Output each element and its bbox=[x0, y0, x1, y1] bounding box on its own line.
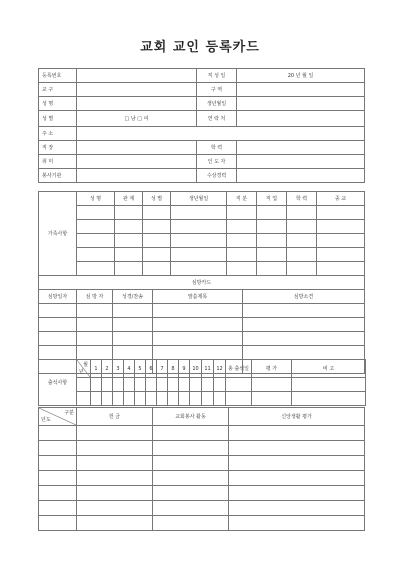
visit-row bbox=[39, 318, 365, 332]
work-field[interactable] bbox=[77, 141, 197, 155]
contact-field[interactable] bbox=[237, 111, 365, 127]
attendance-table bbox=[38, 359, 366, 406]
visit-header-visitor: 심 방 자 bbox=[77, 290, 113, 304]
month-3: 3 bbox=[113, 360, 124, 378]
guide-field[interactable] bbox=[237, 155, 365, 169]
reg-no-field[interactable] bbox=[77, 69, 197, 83]
register-date-label: 직 성 일 bbox=[197, 69, 237, 83]
education-field[interactable] bbox=[237, 141, 365, 155]
visit-header-sermon: 말씀제목 bbox=[153, 290, 243, 304]
month-6: 6 bbox=[146, 360, 157, 378]
family-row bbox=[39, 220, 365, 234]
gender-label: 성 별 bbox=[39, 111, 77, 127]
address-field[interactable] bbox=[77, 127, 365, 141]
education-label: 학 력 bbox=[197, 141, 237, 155]
reg-no-label: 등록번호 bbox=[39, 69, 77, 83]
month-8: 8 bbox=[168, 360, 179, 378]
church-label: 교 구 bbox=[39, 83, 77, 97]
attendance-row bbox=[39, 378, 366, 392]
visit-header-date: 심방일자 bbox=[39, 290, 77, 304]
faith-life-header: 신앙생활 평가 bbox=[229, 408, 365, 426]
offering-row bbox=[39, 456, 365, 471]
address-label: 주 소 bbox=[39, 127, 77, 141]
attendance-label: 출석사항 bbox=[39, 360, 77, 406]
district-label: 구 역 bbox=[197, 83, 237, 97]
family-header-gender: 성 별 bbox=[143, 192, 171, 206]
family-header-rank: 직 분 bbox=[227, 192, 257, 206]
visit-row bbox=[39, 332, 365, 346]
month-7: 7 bbox=[157, 360, 168, 378]
birth-label: 생년월일 bbox=[197, 97, 237, 111]
page-title: 교회 교인 등록카드 bbox=[140, 40, 260, 55]
category-year-corner bbox=[39, 408, 77, 426]
family-row bbox=[39, 262, 365, 276]
family-table bbox=[38, 191, 365, 276]
hobby-field[interactable] bbox=[77, 155, 197, 169]
church-field[interactable] bbox=[77, 83, 197, 97]
month-9: 9 bbox=[179, 360, 190, 378]
church-service-header: 교회봉사 활동 bbox=[153, 408, 229, 426]
attendance-row bbox=[39, 392, 366, 406]
offering-row bbox=[39, 441, 365, 456]
offering-table bbox=[38, 407, 365, 531]
visit-header-scripture: 성경/찬송 bbox=[113, 290, 153, 304]
year-month-corner bbox=[77, 360, 91, 378]
note-header: 비 고 bbox=[292, 360, 366, 378]
register-date-field[interactable]: 20 년 월 일 bbox=[237, 69, 365, 83]
family-header-relation: 관 계 bbox=[115, 192, 143, 206]
visit-row bbox=[39, 304, 365, 318]
award-label: 수상경력 bbox=[197, 169, 237, 183]
offering-row bbox=[39, 471, 365, 486]
offering-row bbox=[39, 516, 365, 531]
month-4: 4 bbox=[124, 360, 135, 378]
name-label: 성 명 bbox=[39, 97, 77, 111]
visit-section-title: 심방카드 bbox=[39, 276, 365, 290]
family-header-name: 성 명 bbox=[77, 192, 115, 206]
category-corner-label: 구분 bbox=[64, 410, 74, 416]
work-label: 직 장 bbox=[39, 141, 77, 155]
month-12: 12 bbox=[214, 360, 226, 378]
year-corner-label: 년도 bbox=[41, 417, 51, 423]
registration-table bbox=[38, 68, 365, 183]
offering-row bbox=[39, 426, 365, 441]
family-header-birth: 생년월일 bbox=[171, 192, 227, 206]
month-1: 1 bbox=[91, 360, 102, 378]
month-5: 5 bbox=[135, 360, 146, 378]
total-attendance-header: 총 출석일 bbox=[226, 360, 252, 378]
family-row bbox=[39, 234, 365, 248]
month-11: 11 bbox=[202, 360, 214, 378]
family-header-religion: 종 교 bbox=[317, 192, 365, 206]
year-corner-label: 년 bbox=[79, 369, 84, 375]
offering-header: 헌 금 bbox=[77, 408, 153, 426]
offering-row bbox=[39, 486, 365, 501]
family-row bbox=[39, 206, 365, 220]
contact-label: 연 락 처 bbox=[197, 111, 237, 127]
offering-row bbox=[39, 501, 365, 516]
visit-row bbox=[39, 346, 365, 360]
family-header-job: 직 업 bbox=[257, 192, 287, 206]
month-10: 10 bbox=[190, 360, 202, 378]
name-field[interactable] bbox=[77, 97, 197, 111]
month-corner-label: 월 bbox=[83, 362, 88, 368]
rating-header: 평 가 bbox=[252, 360, 292, 378]
district-field[interactable] bbox=[237, 83, 365, 97]
visit-header-notes: 심방소견 bbox=[243, 290, 365, 304]
family-row bbox=[39, 248, 365, 262]
family-label: 가족사항 bbox=[39, 192, 77, 276]
family-header-education: 학 력 bbox=[287, 192, 317, 206]
service-field[interactable] bbox=[77, 169, 197, 183]
gender-options[interactable]: □ 남 □ 여 bbox=[77, 111, 197, 127]
service-label: 봉사기관 bbox=[39, 169, 77, 183]
month-2: 2 bbox=[102, 360, 113, 378]
birth-field[interactable] bbox=[237, 97, 365, 111]
hobby-label: 취 미 bbox=[39, 155, 77, 169]
guide-label: 인 도 자 bbox=[197, 155, 237, 169]
award-field[interactable] bbox=[237, 169, 365, 183]
